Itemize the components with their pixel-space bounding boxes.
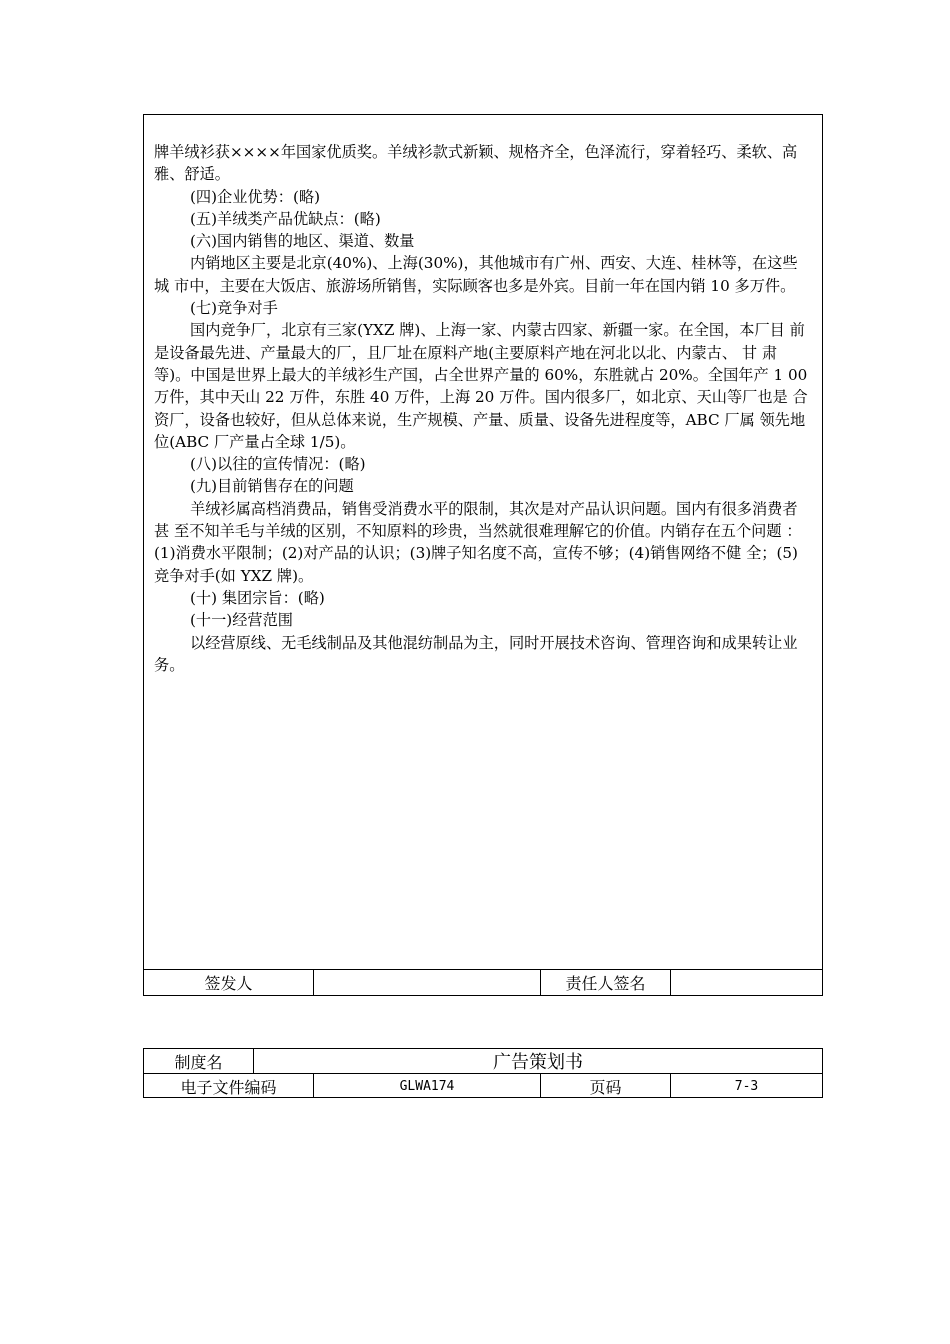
body-line: 羊绒衫属高档消费品，销售受消费水平的限制，其次是对产品认识问题。国内有很多消费者 甚 至不知羊毛与羊绒的区别，不知原料的珍贵，当然就很难理解它的价值。内销存在五个问题 ：(1)消费水平限制；(2)对产品的认识；(3)牌子知名度不高，宣传不够；(4)销售网络不健 全；(5)竞争对手(如 YXZ 牌)。 [154,499,802,585]
body-line: 内销地区主要是北京(40%)、上海(30%)，其他城市有广州、西安、大连、桂林等，在这些城 市中，主要在大饭店、旅游场所销售，实际顾客也多是外宾。目前一年在国内销 10 多万件。 [154,254,798,295]
body-line: 牌羊绒衫获××××年国家优质奖。羊绒衫款式新颖、规格齐全，色泽流行，穿着轻巧、柔软、高雅、舒适。 [154,143,798,184]
issuer-field[interactable] [313,970,540,995]
body-line: (八)以往的宣传情况：(略) [190,455,366,474]
page-number: 7-3 [670,1074,822,1098]
body-line: (九)目前销售存在的问题 [190,477,354,496]
signature-row [144,969,822,995]
responsible-signature-field[interactable] [670,970,822,995]
footer-row-system-name [144,1049,822,1073]
file-code-value: GLWA174 [313,1074,540,1098]
body-line: (六)国内销售的地区、渠道、数量 [190,232,415,251]
footer-row-file-info [144,1073,822,1098]
responsible-label: 责任人签名 [540,970,670,995]
document-body [154,141,812,676]
footer-table [143,1048,823,1098]
body-line: (四)企业优势：(略) [190,187,321,206]
body-line: (十) 集团宗旨：(略) [190,588,325,607]
system-name-value: 广告策划书 [253,1049,822,1073]
body-line: 国内竞争厂，北京有三家(YXZ 牌)、上海一家、内蒙古四家、新疆一家。在全国，本厂目 前是设备最先进、产量最大的厂，且厂址在原料产地(主要原料产地在河北以北、内蒙古、 甘 肃等)。中国是世界上最大的羊绒衫生产国，占全世界产量的 60%，东胜就占 20%。全国年产 1 00 万件，其中天山 22 万件，东胜 40 万件，上海 20 万件。国内很多厂，如北京、天山等厂也是 合资厂，设备也较好，但从总体来说，生产规模、产量、质量、设备先进程度等，ABC 厂属 领先地位(ABC 厂产量占全球 1/5)。 [154,321,808,451]
body-line: (七)竞争对手 [190,299,278,318]
body-line: (五)羊绒类产品优缺点：(略) [190,209,381,228]
body-line: 以经营原线、无毛线制品及其他混纺制品为主，同时开展技术咨询、管理咨询和成果转让业 务。 [154,633,798,674]
system-name-label: 制度名 [174,1052,223,1072]
page-label: 页码 [540,1074,670,1098]
issuer-label: 签发人 [204,974,253,993]
document-frame [143,114,823,996]
body-line: (十一)经营范围 [190,611,293,630]
file-code-label: 电子文件编码 [180,1077,277,1097]
